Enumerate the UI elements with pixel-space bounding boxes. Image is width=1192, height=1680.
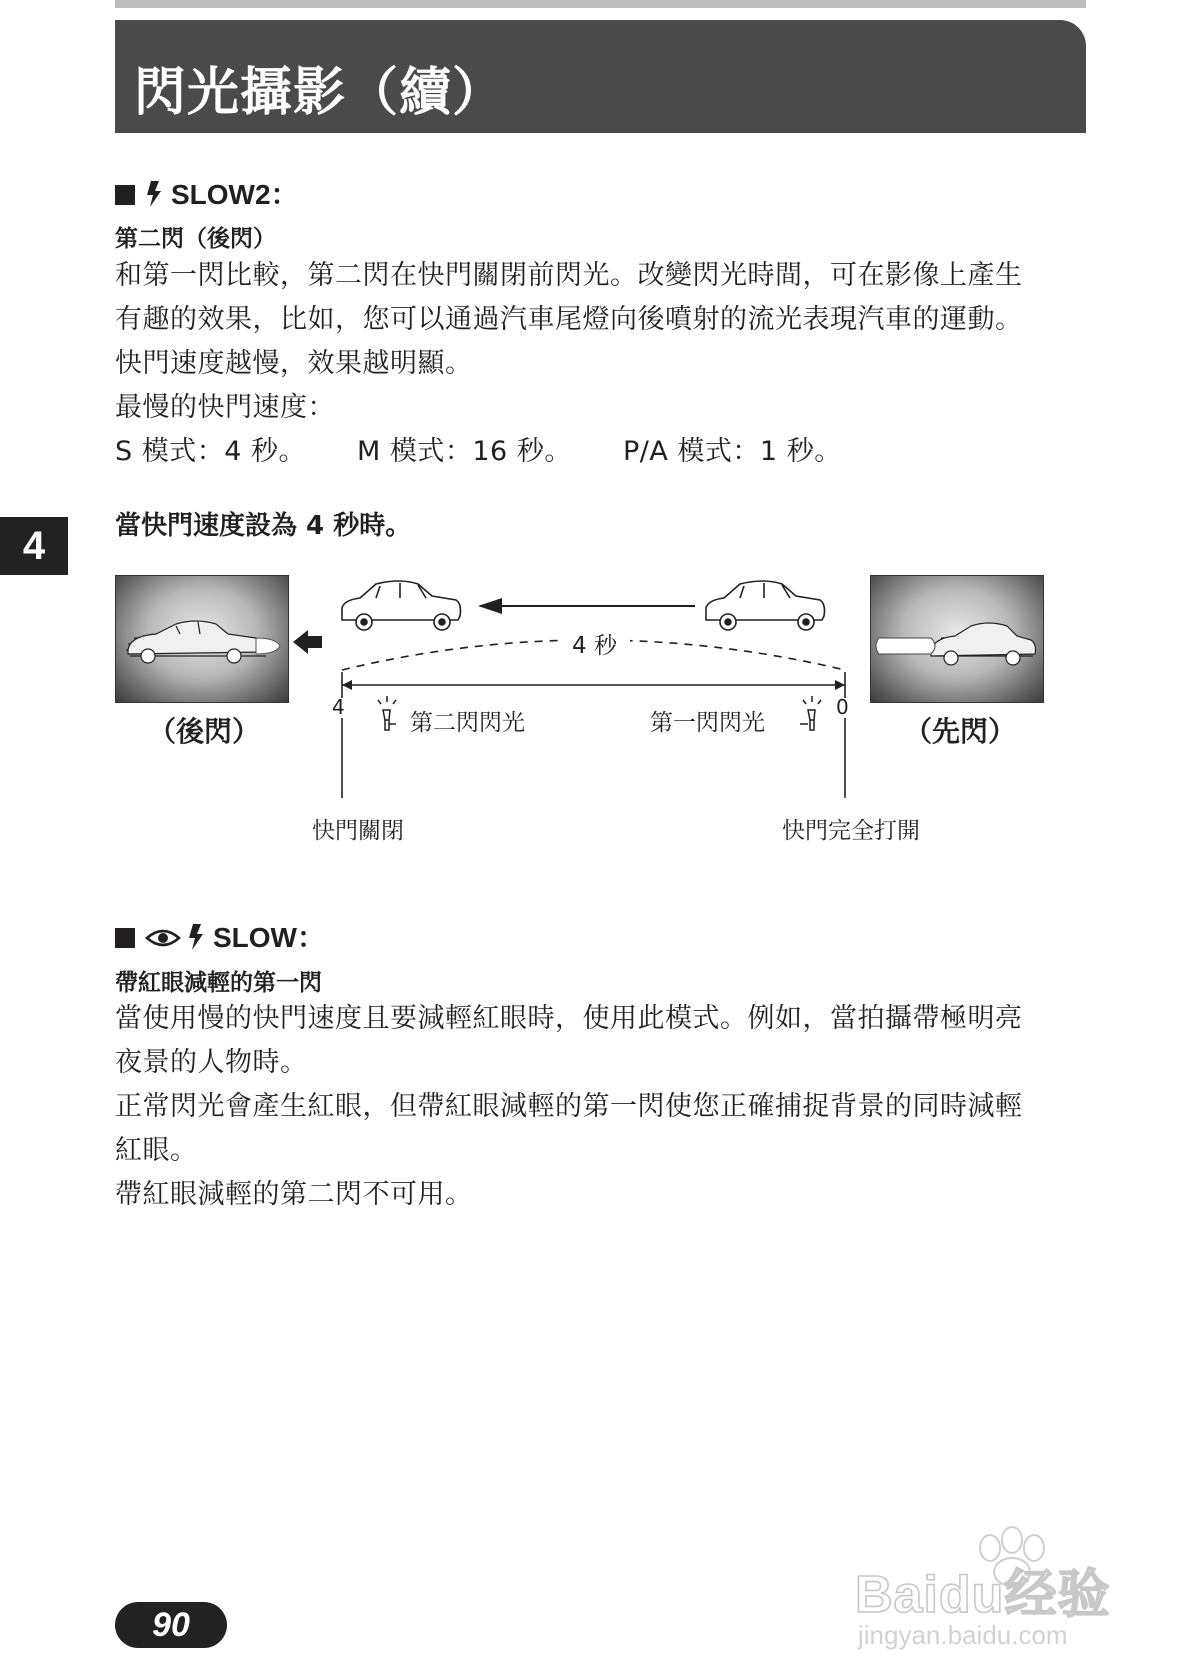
car-with-light-trails-icon (116, 576, 288, 702)
section1-heading-text: SLOW2： (171, 179, 299, 210)
bullet-square (115, 185, 135, 205)
car-icon (342, 581, 461, 630)
flash-bulb-icon (800, 696, 821, 730)
shutter-open-label: 快門完全打開 (782, 818, 920, 844)
timing-diagram (290, 570, 850, 820)
speed-m-mode: M 模式：16 秒。 (357, 436, 572, 467)
section2-heading (115, 916, 325, 956)
watermark-url: jingyan.baidu.com (858, 1620, 1068, 1650)
section1-line-2: 有趣的效果，比如，您可以通過汽車尾燈向後噴射的流光表現汽車的運動。 (115, 304, 1023, 335)
eye-icon (145, 926, 181, 950)
left-arrow-icon (293, 630, 322, 654)
section1-line-4: 最慢的快門速度： (115, 392, 335, 423)
motion-arrowhead (478, 598, 502, 614)
header-rule (115, 0, 1086, 8)
front-curtain-photo (870, 575, 1044, 703)
section2-line-5: 帶紅眼減輕的第二閃不可用。 (115, 1179, 473, 1210)
car-icon (706, 581, 825, 630)
speed-pa-mode: P/A 模式：1 秒。 (623, 436, 842, 467)
page-title: 閃光攝影（續） (134, 63, 506, 123)
chapter-number: 4 (22, 524, 46, 568)
section1-subheading: 第二閃（後閃） (115, 226, 276, 252)
diagram-caption: 當快門速度設為 4 秒時。 (115, 511, 412, 541)
section1-line-3: 快門速度越慢，效果越明顯。 (115, 348, 473, 379)
tick-label-0: 0 (836, 695, 849, 719)
second-flash-label: 第二閃閃光 (410, 710, 525, 736)
shutter-close-label: 快門關閉 (312, 818, 404, 844)
flash-icon (145, 181, 163, 207)
page-number: 90 (152, 1606, 190, 1644)
first-flash-label: 第一閃閃光 (650, 710, 765, 736)
section1-heading (115, 173, 299, 213)
section2-line-3: 正常閃光會產生紅眼，但帶紅眼減輕的第一閃使您正確捕捉背景的同時減輕 (115, 1091, 1023, 1122)
section2-line-2: 夜景的人物時。 (115, 1047, 308, 1078)
watermark-brand: Baidu经验 (855, 1566, 1111, 1624)
section2-line-4: 紅眼。 (115, 1135, 198, 1166)
rear-curtain-photo (115, 575, 289, 703)
section2-subheading: 帶紅眼減輕的第一閃 (115, 970, 322, 996)
duration-label: 4 秒 (572, 633, 617, 659)
section2-heading-text: SLOW： (213, 922, 325, 953)
tick-label-4: 4 (332, 695, 345, 719)
speed-s-mode: S 模式：4 秒。 (115, 436, 306, 467)
section1-line-1: 和第一閃比較，第二閃在快門關閉前閃光。改變閃光時間，可在影像上產生 (115, 260, 1023, 291)
section2-line-1: 當使用慢的快門速度且要減輕紅眼時，使用此模式。例如，當拍攝帶極明亮 (115, 1003, 1023, 1034)
right-photo-caption: （先閃） (904, 715, 1017, 748)
bullet-square (115, 928, 135, 948)
car-with-light-trails-icon (871, 576, 1043, 702)
flash-bulb-icon (378, 696, 396, 730)
flash-icon (187, 924, 205, 950)
left-photo-caption: （後閃） (148, 715, 261, 748)
